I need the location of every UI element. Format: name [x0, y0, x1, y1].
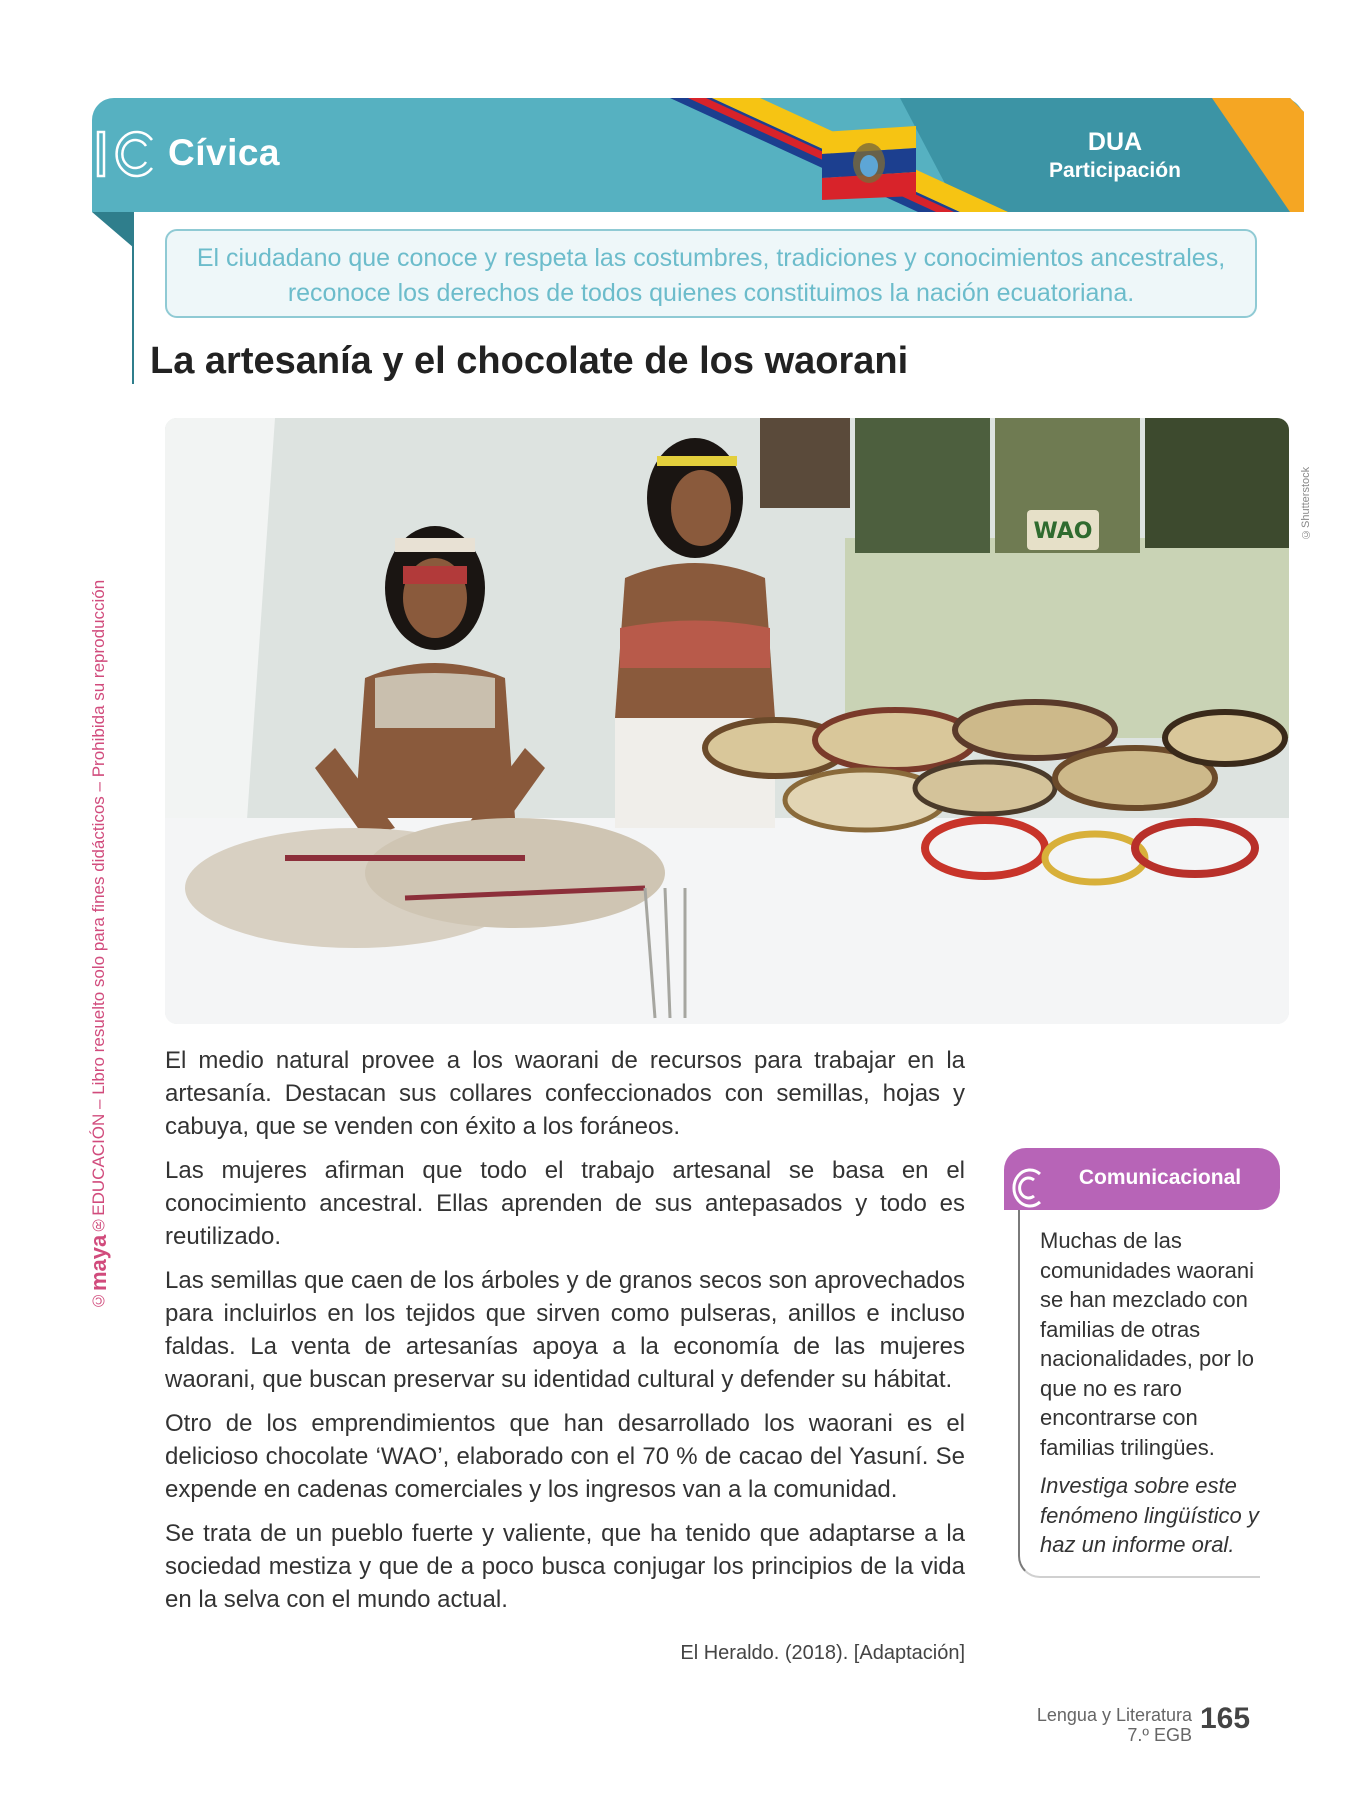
section-title: Cívica [168, 132, 281, 173]
article-paragraph: Otro de los emprendimientos que han desarrollado los waorani es el delicioso chocolate ‘WAO’, elaborado con el 70 % de cacao del Yasuní. Se expende en cadenas comerciales y los ingresos van a la comunidad. [165, 1410, 965, 1503]
article-body [165, 1044, 965, 1627]
header-side-line [132, 212, 134, 384]
article-source: El Heraldo. (2018). [Adaptación] [680, 1642, 965, 1664]
comunicacional-c-icon [1004, 1160, 1048, 1216]
ic-logo-icon [96, 126, 160, 182]
dua-title: DUA [1087, 128, 1143, 156]
footer-subject: Lengua y Literatura [1036, 1705, 1192, 1725]
copyright-symbol: © [89, 1291, 108, 1310]
side-copyright [86, 490, 116, 1310]
dua-subtitle: Participación [1049, 159, 1181, 182]
comunicacional-text: Muchas de las comunidades waorani se han mezclado con familias de otras nacionalidades, por lo que no es raro encontrarse con familias trilingües. [1040, 1228, 1255, 1460]
footer-grade: 7.º EGB [1127, 1725, 1192, 1745]
page-number: 165 [1200, 1702, 1251, 1735]
header-fold [92, 212, 134, 248]
comunicacional-title: Comunicacional [1078, 1166, 1242, 1189]
wao-sign-text: WAO [1033, 519, 1093, 544]
maya-brand: maya [86, 1234, 111, 1291]
photo-credit: ©Shutterstock [1300, 466, 1312, 540]
article-paragraph: El medio natural provee a los waorani de recursos para trabajar en la artesanía. Destacan sus collares confeccionados con semillas, hojas y cabuya, que se venden con éxito a los foráneos. [165, 1047, 965, 1140]
article-paragraph: Las semillas que caen de los árboles y de granos secos son aprovechados para incluirlos en los tejidos que sirven como pulseras, anillos e incluso faldas. La venta de artesanías apoya a la economía de las mujeres waorani, que buscan preservar su identidad cultural y defender su hábitat. [165, 1267, 965, 1393]
article-paragraph: Se trata de un pueblo fuerte y valiente, que ha tenido que adaptarse a la sociedad mestiza y que de a poco busca conjugar los principios de la vida en la selva con el mundo actual. [165, 1520, 965, 1613]
copyright-text: ®EDUCACIÓN – Libro resuelto solo para fines didácticos – Prohibida su reproducción [89, 579, 108, 1235]
artisan-photo [165, 418, 1289, 1024]
article-paragraph: Las mujeres afirman que todo el trabajo artesanal se basa en el conocimiento ancestral. Ellas aprenden de sus antepasados y todo es reutilizado. [165, 1157, 965, 1250]
comunicacional-task: Investiga sobre este fenómeno lingüístico y haz un informe oral. [1040, 1473, 1259, 1557]
page-title: La artesanía y el chocolate de los waorani [150, 340, 909, 382]
intro-box: El ciudadano que conoce y respeta las costumbres, tradiciones y conocimientos ancestrales, reconoce los derechos de todos quienes constituimos la nación ecuatoriana. [165, 229, 1257, 318]
